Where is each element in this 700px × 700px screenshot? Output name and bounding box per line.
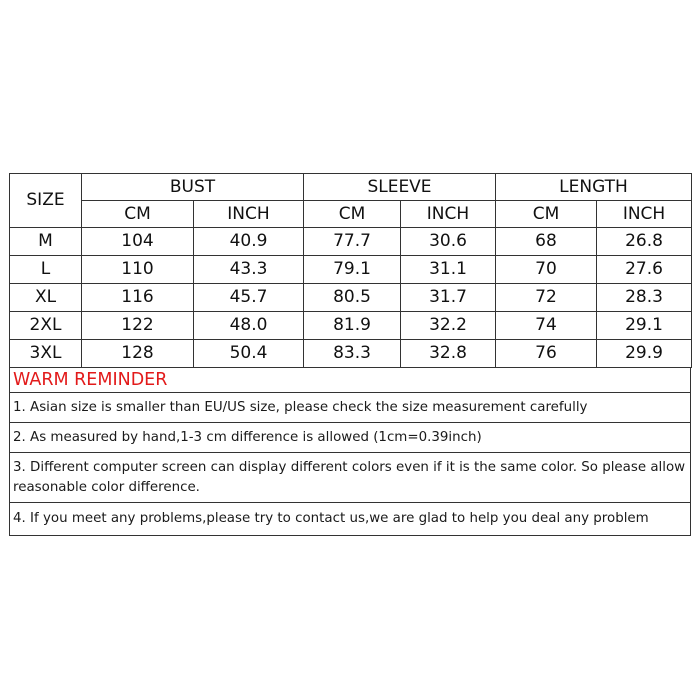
reminder-note: 4. If you meet any problems,please try to contact us,we are glad to help you deal any problem bbox=[10, 503, 691, 536]
unit-header: INCH bbox=[194, 201, 304, 228]
value-cell: 43.3 bbox=[194, 256, 304, 284]
table-row bbox=[10, 284, 692, 312]
value-cell: 122 bbox=[82, 312, 194, 340]
header-unit-row bbox=[10, 201, 692, 228]
value-cell: 31.7 bbox=[401, 284, 496, 312]
value-cell: 68 bbox=[496, 228, 597, 256]
size-table bbox=[9, 173, 692, 368]
reminder-note: 3. Different computer screen can display different colors even if it is the same color. So please allow reasonable color difference. bbox=[10, 453, 691, 503]
value-cell: 29.9 bbox=[597, 340, 692, 368]
table-row bbox=[10, 312, 692, 340]
sleeve-header: SLEEVE bbox=[304, 174, 496, 201]
size-cell: M bbox=[10, 228, 82, 256]
reminder-note: 1. Asian size is smaller than EU/US size, please check the size measurement carefully bbox=[10, 393, 691, 423]
value-cell: 28.3 bbox=[597, 284, 692, 312]
table-row bbox=[10, 228, 692, 256]
value-cell: 40.9 bbox=[194, 228, 304, 256]
size-cell: L bbox=[10, 256, 82, 284]
value-cell: 32.2 bbox=[401, 312, 496, 340]
value-cell: 26.8 bbox=[597, 228, 692, 256]
header-group-row bbox=[10, 174, 692, 201]
table-row bbox=[10, 256, 692, 284]
value-cell: 77.7 bbox=[304, 228, 401, 256]
reminder-note: 2. As measured by hand,1-3 cm difference is allowed (1cm=0.39inch) bbox=[10, 423, 691, 453]
reminder-notes bbox=[9, 367, 691, 536]
size-header: SIZE bbox=[10, 174, 82, 228]
value-cell: 29.1 bbox=[597, 312, 692, 340]
bust-header: BUST bbox=[82, 174, 304, 201]
value-cell: 116 bbox=[82, 284, 194, 312]
value-cell: 83.3 bbox=[304, 340, 401, 368]
value-cell: 104 bbox=[82, 228, 194, 256]
value-cell: 80.5 bbox=[304, 284, 401, 312]
value-cell: 72 bbox=[496, 284, 597, 312]
size-cell: 3XL bbox=[10, 340, 82, 368]
value-cell: 79.1 bbox=[304, 256, 401, 284]
reminder-title: WARM REMINDER bbox=[10, 368, 691, 393]
value-cell: 74 bbox=[496, 312, 597, 340]
value-cell: 27.6 bbox=[597, 256, 692, 284]
value-cell: 50.4 bbox=[194, 340, 304, 368]
size-chart bbox=[9, 173, 691, 536]
unit-header: CM bbox=[82, 201, 194, 228]
value-cell: 81.9 bbox=[304, 312, 401, 340]
value-cell: 76 bbox=[496, 340, 597, 368]
unit-header: INCH bbox=[597, 201, 692, 228]
value-cell: 31.1 bbox=[401, 256, 496, 284]
value-cell: 70 bbox=[496, 256, 597, 284]
unit-header: CM bbox=[304, 201, 401, 228]
unit-header: CM bbox=[496, 201, 597, 228]
value-cell: 128 bbox=[82, 340, 194, 368]
size-cell: XL bbox=[10, 284, 82, 312]
value-cell: 30.6 bbox=[401, 228, 496, 256]
value-cell: 110 bbox=[82, 256, 194, 284]
value-cell: 48.0 bbox=[194, 312, 304, 340]
value-cell: 32.8 bbox=[401, 340, 496, 368]
unit-header: INCH bbox=[401, 201, 496, 228]
value-cell: 45.7 bbox=[194, 284, 304, 312]
length-header: LENGTH bbox=[496, 174, 692, 201]
table-row bbox=[10, 340, 692, 368]
size-cell: 2XL bbox=[10, 312, 82, 340]
